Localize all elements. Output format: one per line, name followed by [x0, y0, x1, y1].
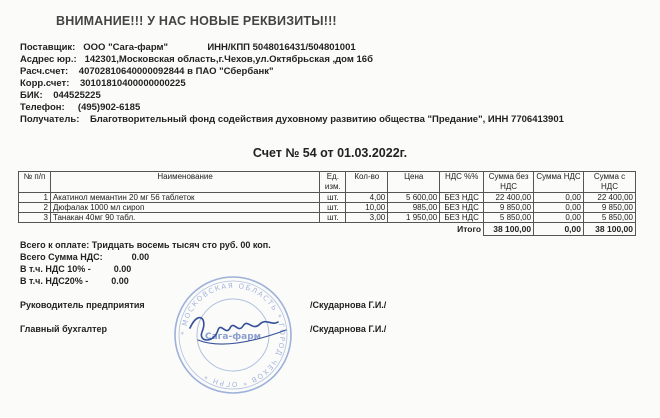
supplier-label: Поставщик: [20, 42, 76, 53]
vat20-label: В т.ч. НДС20% - [20, 276, 89, 286]
vat20-value: 0.00 [111, 276, 129, 286]
vat10-value: 0.00 [113, 264, 132, 274]
inn-value: 5048016431/504801001 [252, 42, 356, 53]
cell-sum-no-vat: 22 400,00 [484, 193, 534, 203]
cell-qty: 10,00 [346, 203, 388, 213]
corr-account-value: 30101810400000000225 [79, 78, 186, 89]
header-cell: Цена [388, 172, 440, 193]
cell-name: Дюфалак 1000 мл сироп [50, 203, 319, 213]
table-row [19, 203, 636, 213]
address-label: Асдрес юр.: [20, 54, 77, 65]
cell-sum-no-vat: 5 850,00 [484, 213, 534, 223]
header-cell: Кол-во [346, 172, 388, 193]
account-label: Расч.счет: [20, 66, 69, 77]
stamp-text: Сага-фарм [205, 332, 261, 342]
cell-name: Танакан 40мг 90 табл. [50, 213, 319, 223]
head-label: Руководитель предприятия [20, 300, 145, 310]
cell-qty: 3,00 [346, 213, 388, 223]
cell-sum-with-vat: 9 850,00 [584, 203, 636, 213]
supplier-name: ООО "Сага-фарм" [83, 42, 169, 53]
header-cell: № п/п [19, 172, 51, 193]
cell-index: 1 [19, 193, 51, 203]
cell-vat-rate: БЕЗ НДС [440, 213, 484, 223]
vat-total-label: Всего Сумма НДС: [20, 252, 103, 262]
cell-sum-no-vat: 9 850,00 [484, 203, 534, 213]
total-sum-with-vat: 38 100,00 [584, 223, 636, 236]
cell-name: Акатинол мемантин 20 мг 56 таблеток [50, 193, 319, 203]
cell-unit: шт. [320, 193, 346, 203]
cell-vat-rate: БЕЗ НДС [440, 193, 484, 203]
cell-price: 5 600,00 [388, 193, 440, 203]
amount-in-words: Всего к оплате: Тридцать восемь тысяч сто руб. 00 коп. [20, 240, 271, 250]
cell-price: 985,00 [388, 203, 440, 213]
cell-index: 3 [19, 213, 51, 223]
cell-vat-rate: БЕЗ НДС [440, 203, 484, 213]
total-vat: 0,00 [534, 223, 584, 236]
cell-vat-sum: 0,00 [534, 203, 584, 213]
corr-account-label: Корр.счет: [20, 78, 70, 89]
vat10-line [20, 264, 131, 274]
company-stamp [168, 270, 298, 400]
account-value: 40702810640000092844 в ПАО "Сбербанк" [78, 66, 274, 77]
header-cell: Ед. изм. [320, 172, 346, 193]
corr-account-line [20, 78, 186, 89]
invoice-title: Счет № 54 от 01.03.2022г. [252, 146, 408, 160]
phone-value: (495)902-6185 [77, 102, 141, 113]
header-cell: Сумма НДС [534, 172, 584, 193]
bik-label: БИК: [20, 90, 43, 101]
address-line [20, 54, 373, 65]
recipient-value: Благотворительный фонд содействия духовному развитию общества "Предание", ИНН 7706413901 [89, 114, 564, 125]
vat-total-line [20, 252, 149, 262]
vat-total-value: 0.00 [131, 252, 150, 262]
phone-line [20, 102, 140, 113]
cell-sum-with-vat: 5 850,00 [584, 213, 636, 223]
header-cell: Наименование [50, 172, 319, 193]
accountant-label: Главный бухгалтер [20, 324, 108, 334]
header-cell: Сумма без НДС [484, 172, 534, 193]
items-table [18, 171, 636, 236]
cell-vat-sum: 0,00 [534, 213, 584, 223]
recipient-line [20, 114, 564, 125]
bik-value: 044525225 [53, 90, 101, 101]
cell-index: 2 [19, 203, 51, 213]
vat20-line [20, 276, 129, 286]
supplier-line [20, 42, 356, 53]
table-header-row [19, 172, 636, 193]
header-cell: НДС %% [440, 172, 484, 193]
accountant-name: /Скударнова Г.И./ [310, 324, 387, 334]
cell-sum-with-vat: 22 400,00 [584, 193, 636, 203]
cell-unit: шт. [320, 203, 346, 213]
table-row [19, 193, 636, 203]
table-row [19, 213, 636, 223]
cell-price: 1 950,00 [388, 213, 440, 223]
total-sum-no-vat: 38 100,00 [484, 223, 534, 236]
cell-unit: шт. [320, 213, 346, 223]
account-line [20, 66, 274, 77]
header-cell: Сумма с НДС [584, 172, 636, 193]
bik-line [20, 90, 101, 101]
address-value: 142301,Московская область,г.Чехов,ул.Октябрьская ,дом 16б [84, 54, 373, 65]
total-row [19, 223, 636, 236]
notice-banner: ВНИМАНИЕ!!! У НАС НОВЫЕ РЕКВИЗИТЫ!!! [56, 14, 337, 28]
recipient-label: Получатель: [20, 114, 80, 125]
head-name: /Скударнова Г.И./ [310, 300, 387, 310]
total-label: Итого [457, 224, 482, 235]
phone-label: Телефон: [20, 102, 65, 113]
svg-text:* МОСКОВСКАЯ ОБЛАСТЬ * ГОРОД Ч: * МОСКОВСКАЯ ОБЛАСТЬ * ГОРОД ЧЕХОВ * ОГРН * [179, 281, 287, 389]
vat10-label: В т.ч. НДС 10% - [20, 264, 91, 274]
cell-vat-sum: 0,00 [534, 193, 584, 203]
inn-label: ИНН/КПП [207, 42, 250, 53]
cell-qty: 4,00 [346, 193, 388, 203]
